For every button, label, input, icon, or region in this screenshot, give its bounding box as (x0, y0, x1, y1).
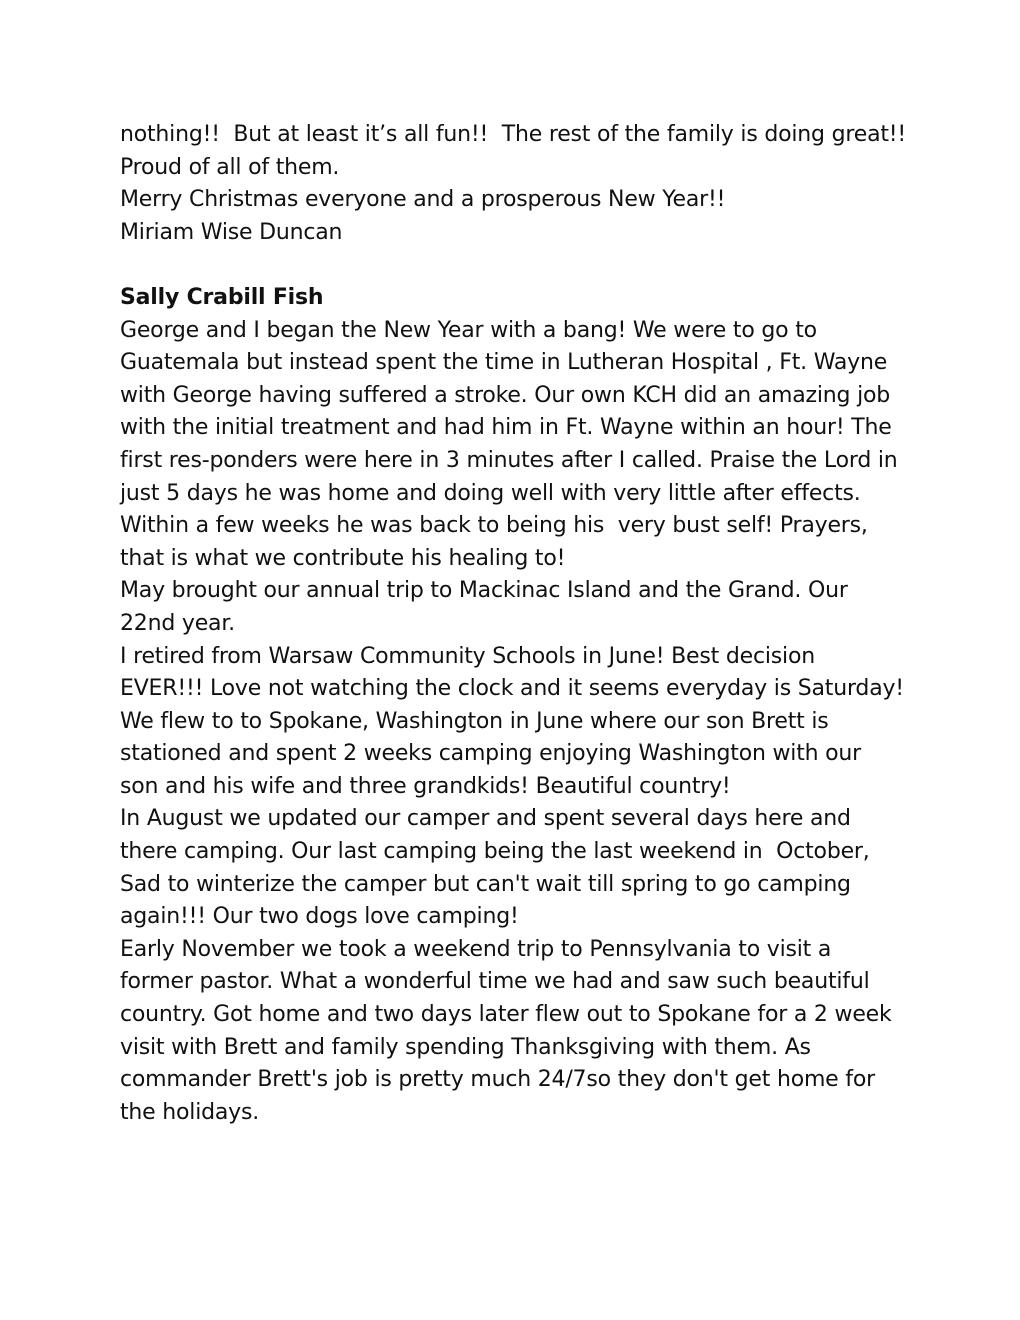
text-line: again!!! Our two dogs love camping! (120, 904, 519, 930)
text-line: EVER!!! Love not watching the clock and it seems everyday is Saturday! (120, 676, 904, 702)
text-line: In August we updated our camper and spent several days here and (120, 806, 851, 832)
text-line: that is what we contribute his healing to! (120, 545, 566, 571)
text-line: Proud of all of them. (120, 154, 340, 180)
text-line: I retired from Warsaw Community Schools in June! Best decision (120, 643, 815, 669)
text-line: Within a few weeks he was back to being his very bust self! Prayers, (120, 513, 868, 539)
text-line: Guatemala but instead spent the time in Lutheran Hospital , Ft. Wayne (120, 350, 888, 376)
text-line: Early November we took a weekend trip to Pennsylvania to visit a (120, 936, 832, 962)
text-line: visit with Brett and family spending Thanksgiving with them. As (120, 1034, 811, 1060)
text-line: with George having suffered a stroke. Our own KCH did an amazing job (120, 382, 891, 408)
text-line: son and his wife and three grandkids! Beautiful country! (120, 773, 731, 799)
text-line: commander Brett's job is pretty much 24/7so they don't get home for (120, 1067, 875, 1093)
text-line: We flew to to Spokane, Washington in June where our son Brett is (120, 708, 829, 734)
text-line: with the initial treatment and had him in Ft. Wayne within an hour! The (120, 415, 892, 441)
letter-section (120, 282, 1000, 1129)
signature-line: Miriam Wise Duncan (120, 219, 343, 245)
document-page (120, 119, 1000, 1129)
text-line: Sad to winterize the camper but can't wait till spring to go camping (120, 871, 851, 897)
section-body (120, 315, 1000, 1130)
text-line: first res-ponders were here in 3 minutes after I called. Praise the Lord in (120, 447, 898, 473)
text-line: country. Got home and two days later flew out to Spokane for a 2 week (120, 1002, 892, 1028)
intro-paragraph (120, 119, 1000, 249)
text-line: there camping. Our last camping being the last weekend in October, (120, 839, 870, 865)
text-line: Merry Christmas everyone and a prosperous New Year!! (120, 187, 726, 213)
text-line: George and I began the New Year with a bang! We were to go to (120, 317, 817, 343)
text-line: the holidays. (120, 1099, 260, 1125)
text-line: 22nd year. (120, 610, 235, 636)
text-line: May brought our annual trip to Mackinac Island and the Grand. Our (120, 578, 848, 604)
text-line: stationed and spent 2 weeks camping enjoying Washington with our (120, 741, 862, 767)
paragraph-spacer (120, 249, 1000, 282)
text-line: just 5 days he was home and doing well with very little after effects. (120, 480, 861, 506)
section-heading: Sally Crabill Fish (120, 284, 324, 310)
text-line: nothing!! But at least it’s all fun!! The rest of the family is doing great!! (120, 122, 907, 147)
text-line: former pastor. What a wonderful time we had and saw such beautiful (120, 969, 870, 995)
